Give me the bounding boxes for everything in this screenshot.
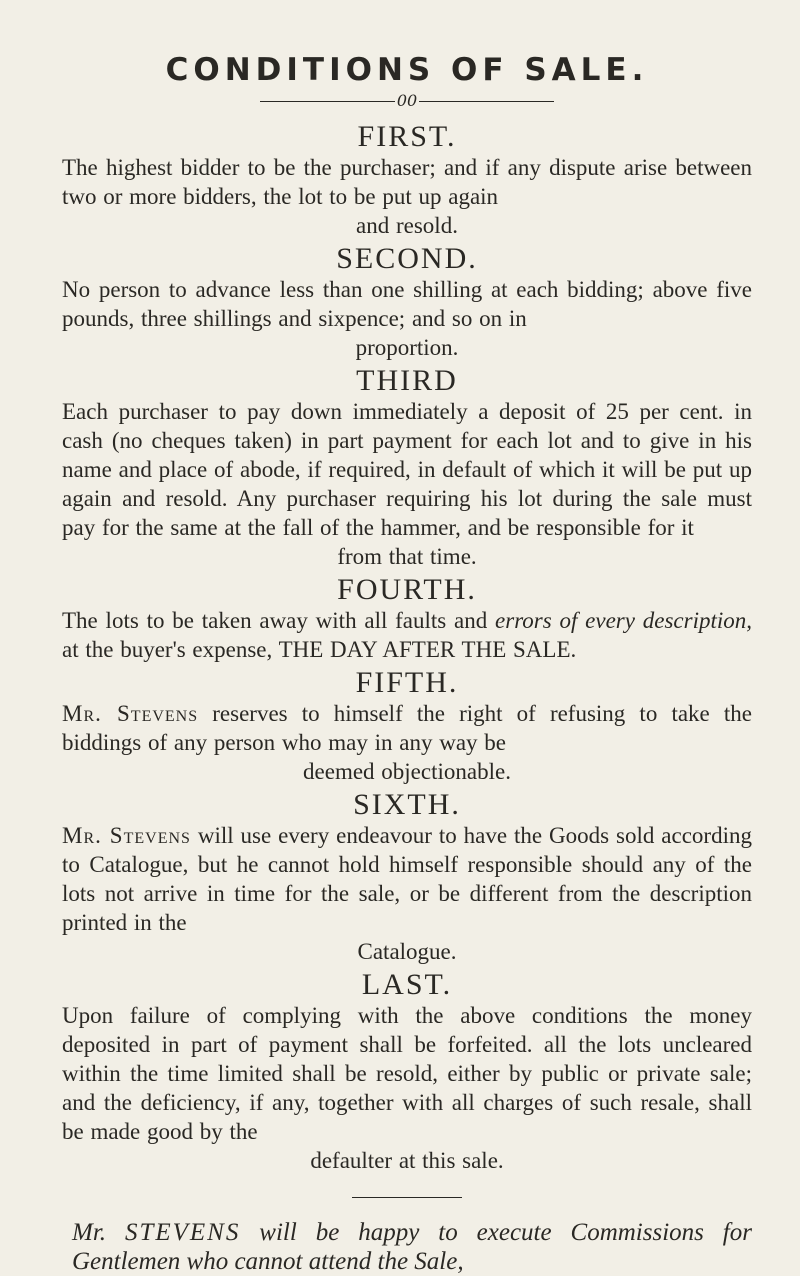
section-text-sixth	[62, 821, 752, 966]
section-heading-first: FIRST.	[357, 120, 457, 153]
section-text-fifth	[62, 699, 752, 786]
section-heading-fifth: FIFTH.	[355, 666, 459, 699]
section-last-line: defaulter at this sale.	[310, 1148, 504, 1173]
footer-text: will be happy to execute Commissions for Gentlemen who cannot attend the Sale,	[72, 1219, 752, 1275]
section-last-line: Catalogue.	[357, 939, 457, 964]
footer-note	[62, 1218, 752, 1276]
section-heading-second: SECOND.	[336, 242, 478, 275]
section-last-line: and resold.	[356, 213, 458, 238]
section-body-end: at the buyer's expense, THE DAY AFTER THE SALE.	[62, 637, 577, 662]
section-text-fourth	[62, 606, 752, 664]
footer-divider	[352, 1197, 462, 1198]
section-text-second	[62, 275, 752, 362]
page-title: CONDITIONS OF SALE.	[165, 52, 649, 88]
section-body: Upon failure of complying with the above conditions the money deposited in part of payment shall be forfeited. all the lots uncleared within the time limited shall be resold, either by public or private sale; and the deficiency, if any, together with all charges of such resale, shall be made good by the	[62, 1003, 752, 1144]
section-heading-last: LAST.	[361, 968, 453, 1001]
auctioneer-name: Mr. Stevens	[62, 701, 199, 726]
section-heading-sixth: SIXTH.	[353, 788, 461, 821]
section-text-third	[62, 397, 752, 571]
footer-prefix: Mr.	[72, 1219, 125, 1246]
title-ornament	[62, 90, 752, 112]
section-text-last	[62, 1001, 752, 1175]
section-body: The lots to be taken away with all faults and	[62, 608, 496, 633]
section-heading-third: THIRD	[356, 364, 458, 397]
section-body-italic: errors of every description,	[495, 608, 752, 633]
auctioneer-name: Mr. Stevens	[62, 823, 191, 848]
section-last-line: proportion.	[355, 335, 459, 360]
footer-name: STEVENS	[124, 1219, 241, 1246]
section-heading-fourth: FOURTH.	[337, 573, 477, 606]
section-last-line: deemed objectionable.	[303, 759, 511, 784]
section-last-line: from that time.	[337, 544, 477, 569]
section-body: The highest bidder to be the purchaser; and if any dispute arise between two or more bidders, the lot to be put up again	[62, 155, 752, 209]
section-body: Each purchaser to pay down immediately a deposit of 25 per cent. in cash (no cheques taken) in part payment for each lot and to give in his name and place of abode, if required, in default of which it will be put up again and resold. Any purchaser requiring his lot during the sale must pay for the same at the fall of the hammer, and be responsible for it	[62, 399, 752, 540]
section-text-first	[62, 153, 752, 240]
section-body: will use every endeavour to have the Goods sold according to Catalogue, but he cannot hold himself responsible should any of the lots not arrive in time for the sale, or be different from the description printed in the	[62, 823, 752, 935]
ornament-mark: 00	[396, 91, 418, 110]
ornament-rule-left	[260, 101, 395, 102]
ornament-rule-right	[419, 101, 554, 102]
section-body: reserves to himself the right of refusing to take the biddings of any person who may in any way be	[62, 701, 752, 755]
section-body: No person to advance less than one shilling at each bidding; above five pounds, three shillings and sixpence; and so on in	[62, 277, 752, 331]
